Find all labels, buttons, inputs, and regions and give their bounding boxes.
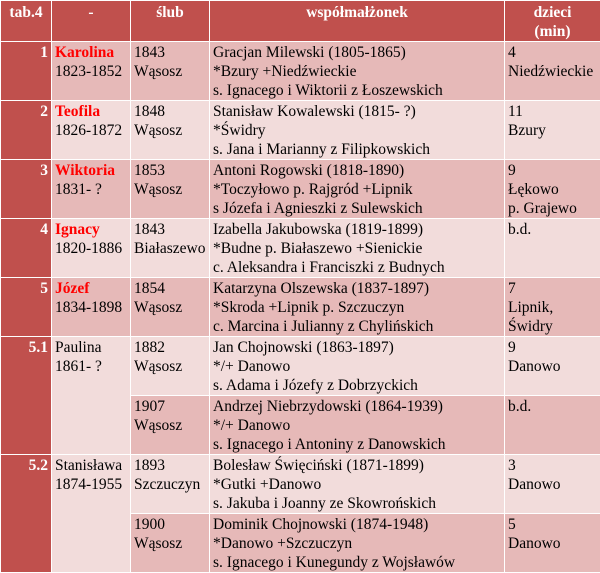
marriage-place: Wąsosz (134, 62, 206, 81)
spouse-cell (210, 219, 505, 278)
spouse-places: *Skroda +Lipnik p. Szczuczyn (213, 298, 501, 317)
spouse-cell (210, 278, 505, 337)
spouse-places: *Toczyłowo p. Rajgród +Lipnik (213, 180, 501, 199)
spouse-places: *Bzury +Niedźwieckie (213, 62, 501, 81)
table-row (1, 278, 600, 337)
spouse-name: Katarzyna Olszewska (1837-1897) (213, 279, 501, 298)
children-count: 9 (508, 161, 597, 180)
table-row (1, 455, 600, 514)
children-place: Niedźwieckie (508, 62, 597, 81)
spouse-name: Bolesław Święciński (1871-1899) (213, 456, 501, 475)
header-children (505, 1, 600, 42)
row-index: 5 (1, 278, 52, 337)
table-row (1, 42, 600, 101)
person-years: 1861- ? (55, 357, 127, 376)
person-name: Ignacy (55, 220, 127, 239)
spouse-name: Izabella Jakubowska (1819-1899) (213, 220, 501, 239)
marriage-place: Szczuczyn (134, 475, 206, 494)
marriage-place: Wąsosz (134, 534, 206, 553)
person-years: 1826-1872 (55, 121, 127, 140)
spouse-cell (210, 160, 505, 219)
header-slub: ślub (131, 1, 210, 42)
person-years: 1834-1898 (55, 298, 127, 317)
children-count: b.d. (508, 397, 597, 416)
children-count: 9 (508, 338, 597, 357)
marriage-cell (131, 514, 210, 573)
marriage-year: 1882 (134, 338, 206, 357)
row-index: 2 (1, 101, 52, 160)
row-index: 1 (1, 42, 52, 101)
marriage-year: 1843 (134, 220, 206, 239)
spouse-cell (210, 101, 505, 160)
spouse-name: Andrzej Niebrzydowski (1864-1939) (213, 397, 501, 416)
children-place: Łękowo (508, 180, 597, 199)
children-place: Danowo (508, 534, 597, 553)
children-cell (505, 396, 600, 455)
children-place-extra: Świdry (508, 317, 597, 336)
children-count: b.d. (508, 220, 597, 239)
marriage-place: Wąsosz (134, 357, 206, 376)
spouse-name: Antoni Rogowski (1818-1890) (213, 161, 501, 180)
row-index: 5.1 (1, 337, 52, 455)
spouse-places: *Świdry (213, 121, 501, 140)
children-cell (505, 337, 600, 396)
row-index: 3 (1, 160, 52, 219)
person-cell (52, 337, 131, 455)
children-place-extra: p. Grajewo (508, 199, 597, 218)
marriage-place: Wąsosz (134, 180, 206, 199)
marriage-year: 1900 (134, 515, 206, 534)
table-row (1, 219, 600, 278)
marriage-year: 1853 (134, 161, 206, 180)
children-cell (505, 219, 600, 278)
spouse-places: */+ Danowo (213, 357, 501, 376)
children-cell (505, 455, 600, 514)
marriage-year: 1848 (134, 102, 206, 121)
person-name: Stanisława (55, 456, 127, 475)
spouse-cell (210, 455, 505, 514)
marriage-place: Wąsosz (134, 416, 206, 435)
marriage-cell (131, 337, 210, 396)
children-place: Lipnik, (508, 298, 597, 317)
children-cell (505, 514, 600, 573)
marriage-cell (131, 160, 210, 219)
children-cell (505, 42, 600, 101)
header-dash: - (52, 1, 131, 42)
table-row (1, 337, 600, 396)
marriage-cell (131, 101, 210, 160)
person-cell (52, 278, 131, 337)
marriage-cell (131, 278, 210, 337)
children-count: 5 (508, 515, 597, 534)
children-cell (505, 101, 600, 160)
marriage-cell (131, 396, 210, 455)
marriage-year: 1854 (134, 279, 206, 298)
row-index: 5.2 (1, 455, 52, 573)
spouse-cell (210, 337, 505, 396)
person-name: Wiktoria (55, 161, 127, 180)
header-children-sub: (min) (508, 22, 597, 41)
person-name: Karolina (55, 43, 127, 62)
spouse-parents: c. Marcina i Julianny z Chylińskich (213, 317, 501, 336)
person-cell (52, 455, 131, 573)
person-name: Józef (55, 279, 127, 298)
spouse-name: Gracjan Milewski (1805-1865) (213, 43, 501, 62)
children-count: 3 (508, 456, 597, 475)
spouse-places: *Danowo +Szczuczyn (213, 534, 501, 553)
spouse-cell (210, 514, 505, 573)
person-years: 1823-1852 (55, 62, 127, 81)
person-name: Teofila (55, 102, 127, 121)
spouse-parents: s. Ignacego i Antoniny z Danowskich (213, 435, 501, 454)
marriage-cell (131, 455, 210, 514)
spouse-parents: s Józefa i Agnieszki z Sulewskich (213, 199, 501, 218)
person-cell (52, 219, 131, 278)
spouse-parents: s. Jakuba i Joanny ze Skowrońskich (213, 494, 501, 513)
children-place: Bzury (508, 121, 597, 140)
spouse-places: */+ Danowo (213, 416, 501, 435)
marriage-cell (131, 219, 210, 278)
spouse-parents: c. Aleksandra i Franciszki z Budnych (213, 258, 501, 277)
spouse-parents: s. Ignacego i Kunegundy z Wojsławów (213, 553, 501, 572)
row-index: 4 (1, 219, 52, 278)
header-tab: tab.4 (1, 1, 52, 42)
children-cell (505, 278, 600, 337)
spouse-name: Dominik Chojnowski (1874-1948) (213, 515, 501, 534)
header-row (1, 1, 600, 42)
marriage-cell (131, 42, 210, 101)
children-place: Danowo (508, 475, 597, 494)
header-spouse: współmałżonek (210, 1, 505, 42)
spouse-cell (210, 42, 505, 101)
marriage-place: Wąsosz (134, 298, 206, 317)
spouse-name: Stanisław Kowalewski (1815- ?) (213, 102, 501, 121)
spouse-places: *Budne p. Białaszewo +Sienickie (213, 239, 501, 258)
marriage-place: Białaszewo (134, 239, 206, 258)
spouse-parents: s. Ignacego i Wiktorii z Łoszewskich (213, 81, 501, 100)
header-children-label: dzieci (508, 3, 597, 22)
marriage-year: 1907 (134, 397, 206, 416)
children-count: 7 (508, 279, 597, 298)
spouse-cell (210, 396, 505, 455)
spouse-parents: s. Jana i Marianny z Filipkowskich (213, 140, 501, 159)
spouse-name: Jan Chojnowski (1863-1897) (213, 338, 501, 357)
children-count: 4 (508, 43, 597, 62)
person-years: 1820-1886 (55, 239, 127, 258)
person-name: Paulina (55, 338, 127, 357)
person-cell (52, 160, 131, 219)
person-years: 1874-1955 (55, 475, 127, 494)
marriage-place: Wąsosz (134, 121, 206, 140)
marriage-year: 1843 (134, 43, 206, 62)
children-place: Danowo (508, 357, 597, 376)
spouse-parents: s. Adama i Józefy z Dobrzyckich (213, 376, 501, 395)
person-cell (52, 101, 131, 160)
person-cell (52, 42, 131, 101)
table-row (1, 101, 600, 160)
children-cell (505, 160, 600, 219)
table-row (1, 160, 600, 219)
children-count: 11 (508, 102, 597, 121)
person-years: 1831- ? (55, 180, 127, 199)
marriage-year: 1893 (134, 456, 206, 475)
spouse-places: *Gutki +Danowo (213, 475, 501, 494)
